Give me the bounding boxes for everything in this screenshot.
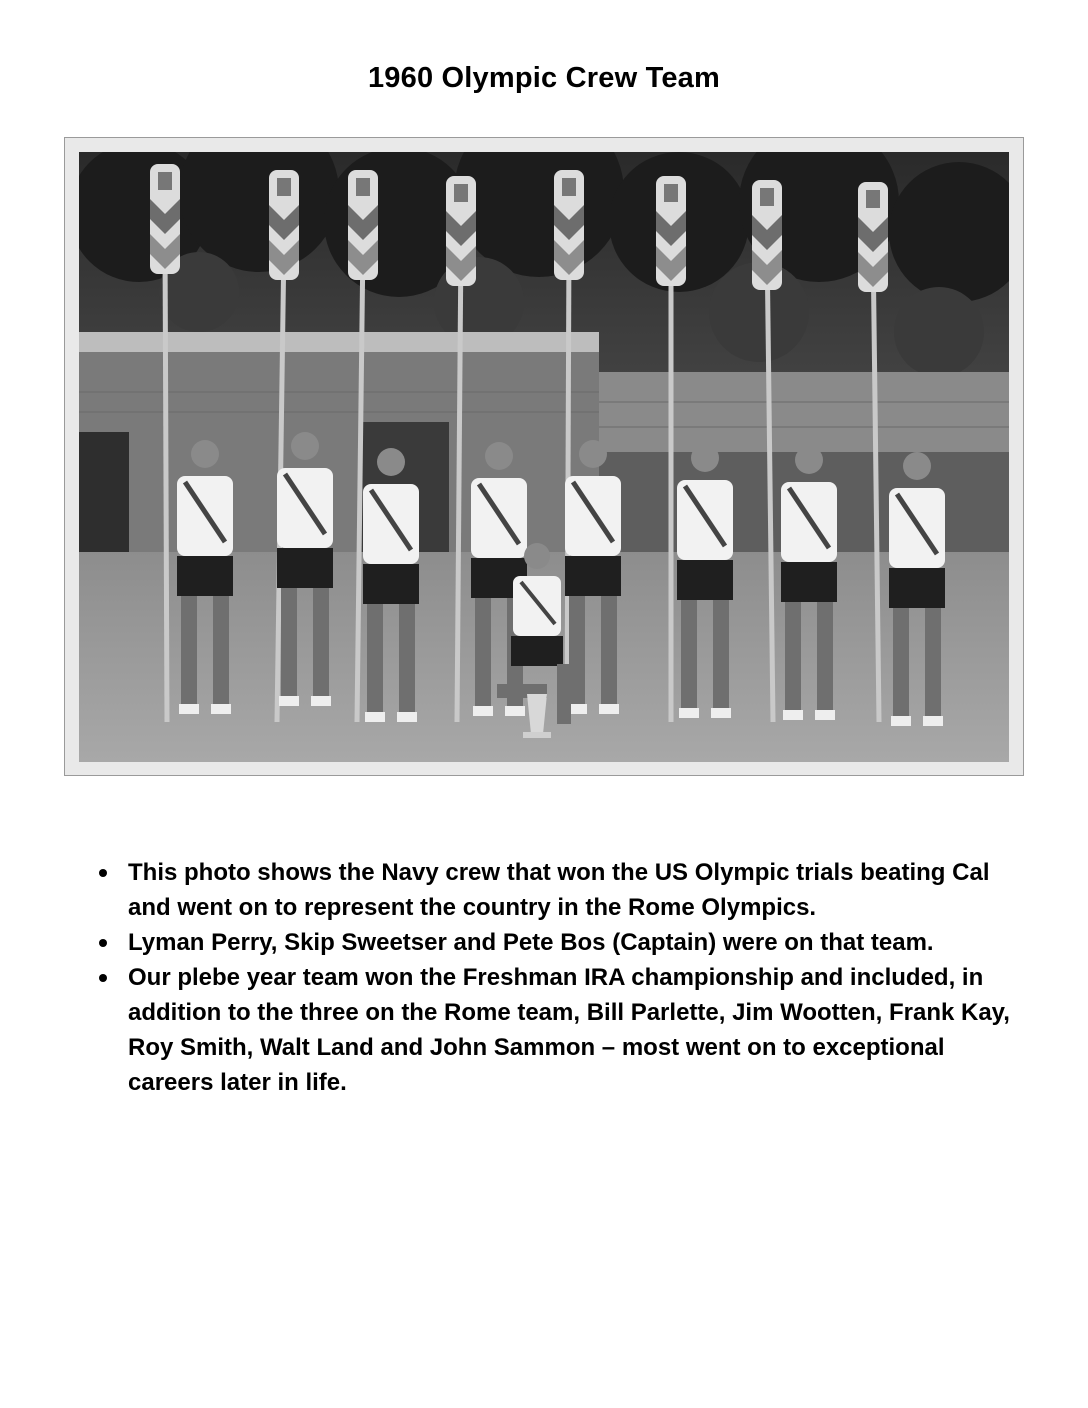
- page-title: 1960 Olympic Crew Team: [367, 62, 721, 94]
- bullet-list: [96, 855, 1026, 1100]
- list-item: [96, 855, 1026, 925]
- bullet-icon: [99, 939, 107, 947]
- bullet-text: Lyman Perry, Skip Sweetser and Pete Bos (Captain) were on that team.: [128, 929, 934, 956]
- team-photo: [64, 137, 1024, 776]
- bullet-text: Our plebe year team won the Freshman IRA championship and included, in addition to the three on the Rome team, Bill Parlette, Jim Wootten, Frank Kay, Roy Smith, Walt Land and John Sammon – most went on to exceptional careers later in life.: [128, 964, 1010, 1096]
- list-item: [96, 960, 1026, 1100]
- bullet-text: This photo shows the Navy crew that won the US Olympic trials beating Cal and went on to represent the country in the Rome Olympics.: [128, 859, 990, 921]
- bullet-icon: [99, 869, 107, 877]
- list-item: [96, 925, 1026, 960]
- bullet-icon: [99, 974, 107, 982]
